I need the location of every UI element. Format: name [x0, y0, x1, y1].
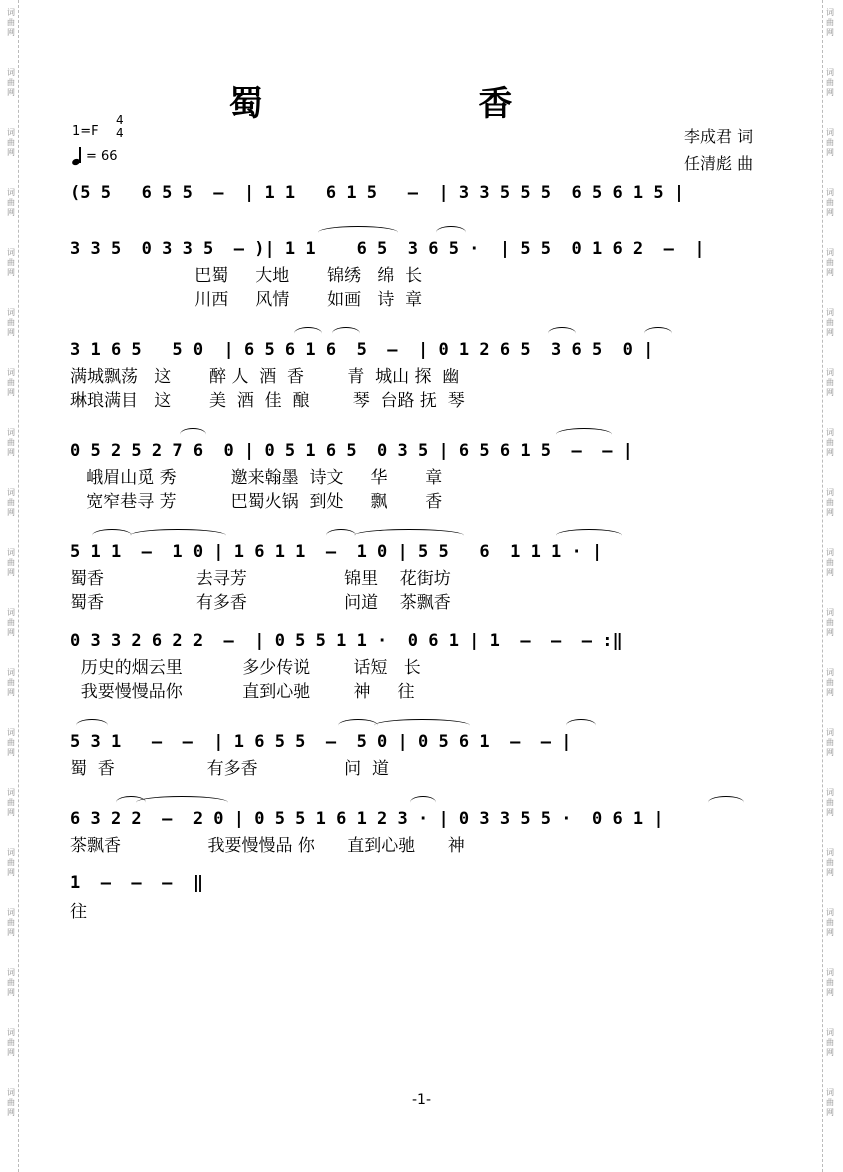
watermark: 词曲网: [7, 788, 15, 817]
watermark: 词曲网: [7, 68, 15, 97]
watermark: 词曲网: [7, 668, 15, 697]
watermark: 词曲网: [826, 548, 834, 577]
time-signature-top: 4: [116, 113, 124, 127]
page-number: -1-: [411, 1092, 431, 1108]
slur-mark: [644, 327, 672, 340]
watermark: 词曲网: [7, 608, 15, 637]
composer-credit: 任清彪 曲: [684, 154, 754, 173]
lyric-line: 峨眉山觅 秀 邀来翰墨 诗文 华 章: [70, 468, 443, 488]
watermark: 词曲网: [7, 1028, 15, 1057]
slur-mark: [130, 529, 226, 542]
watermark: 词曲网: [7, 428, 15, 457]
notation-line: 1 – – – ‖: [70, 873, 204, 893]
slur-mark: [354, 529, 464, 542]
watermark: 词曲网: [7, 488, 15, 517]
watermark: 词曲网: [826, 668, 834, 697]
watermark: 词曲网: [826, 308, 834, 337]
slur-mark: [76, 719, 108, 732]
watermark: 词曲网: [7, 308, 15, 337]
score-line: [70, 180, 780, 220]
slur-mark: [374, 719, 470, 732]
watermark: 词曲网: [826, 128, 834, 157]
watermark: 词曲网: [7, 968, 15, 997]
lyric-line: 蜀 香 有多香 问 道: [70, 759, 389, 779]
watermark: 词曲网: [826, 368, 834, 397]
time-signature: [116, 114, 124, 140]
quarter-note-icon: [70, 146, 86, 166]
lyric-line: 琳琅满目 这 美 酒 佳 酿 琴 台路 抚 琴: [70, 391, 465, 411]
notation-line: 0 5 2 5 2 7 6 0 | 0 5 1 6 5 0 3 5 | 6 5 6 1 5 – – |: [70, 441, 633, 461]
watermark: 词曲网: [7, 908, 15, 937]
watermark: 词曲网: [7, 128, 15, 157]
slur-mark: [548, 327, 576, 340]
slur-mark: [436, 226, 466, 239]
slur-mark: [410, 796, 436, 809]
slur-mark: [566, 719, 596, 732]
lyric-line: 茶飘香 我要慢慢品 你 直到心驰 神: [70, 836, 465, 856]
watermark: 词曲网: [826, 68, 834, 97]
slur-mark: [556, 428, 612, 441]
watermark: 词曲网: [826, 8, 834, 37]
watermark: 词曲网: [7, 188, 15, 217]
watermark: 词曲网: [826, 188, 834, 217]
tempo-marking: [70, 146, 118, 166]
notation-line: (5 5 6 5 5 – | 1 1 6 1 5 – | 3 3 5 5 5 6 5 6 1 5 |: [70, 183, 685, 203]
watermark: 词曲网: [826, 968, 834, 997]
slur-mark: [180, 428, 206, 441]
slur-mark: [326, 529, 356, 542]
notation-line: 5 3 1 – – | 1 6 5 5 – 5 0 | 0 5 6 1 – – |: [70, 732, 572, 752]
lyric-line: 历史的烟云里 多少传说 话短 长: [70, 658, 421, 678]
watermark: 词曲网: [826, 788, 834, 817]
watermark: 词曲网: [7, 548, 15, 577]
watermark: 词曲网: [7, 8, 15, 37]
lyric-line: 巴蜀 大地 锦绣 绵 长: [70, 266, 423, 286]
watermark: 词曲网: [7, 728, 15, 757]
slur-mark: [92, 529, 132, 542]
watermark: 词曲网: [826, 248, 834, 277]
watermark: 词曲网: [826, 488, 834, 517]
slur-mark: [332, 327, 360, 340]
watermark: 词曲网: [826, 908, 834, 937]
watermark: 词曲网: [7, 248, 15, 277]
lyricist-credit: 李成君 词: [684, 127, 754, 146]
watermark: 词曲网: [826, 608, 834, 637]
slur-mark: [318, 226, 398, 239]
lyric-line: 宽窄巷寻 芳 巴蜀火锅 到处 飘 香: [70, 492, 443, 512]
watermark: 词曲网: [7, 1088, 15, 1117]
tempo-value: = 66: [86, 148, 118, 164]
time-signature-bottom: 4: [116, 126, 124, 140]
watermark: 词曲网: [826, 728, 834, 757]
watermark: 词曲网: [7, 848, 15, 877]
notation-line: 3 3 5 0 3 3 5 – )| 1 1 6 5 3 6 5 · | 5 5 0 1 6 2 – |: [70, 239, 705, 259]
key-signature: 1=F: [72, 124, 99, 139]
slur-mark: [556, 529, 622, 542]
notation-line: 5 1 1 – 1 0 | 1 6 1 1 – 1 0 | 5 5 6 1 1 1 · |: [70, 542, 603, 562]
watermark: 词曲网: [826, 1088, 834, 1117]
slur-mark: [136, 796, 228, 809]
slur-mark: [338, 719, 378, 732]
lyric-line: 满城飘荡 这 醉 人 酒 香 青 城山 探 幽: [70, 367, 460, 387]
lyric-line: 我要慢慢品你 直到心驰 神 往: [70, 682, 415, 702]
lyric-line: 蜀香 有多香 问道 茶飘香: [70, 593, 451, 613]
watermark: 词曲网: [7, 368, 15, 397]
notation-line: 0 3 3 2 6 2 2 – | 0 5 5 1 1 · 0 6 1 | 1 – – – :‖: [70, 631, 623, 651]
notation-line: 3 1 6 5 5 0 | 6 5 6 1 6 5 – | 0 1 2 6 5 3 6 5 0 |: [70, 340, 654, 360]
song-title: 蜀 香: [228, 84, 615, 124]
lyric-line: 川西 风情 如画 诗 章: [70, 290, 423, 310]
notation-line: 6 3 2 2 – 2 0 | 0 5 5 1 6 1 2 3 · | 0 3 3 5 5 · 0 6 1 |: [70, 809, 664, 829]
left-watermark-strip: [4, 0, 19, 1172]
lyric-line: 往: [70, 902, 87, 922]
watermark: 词曲网: [826, 848, 834, 877]
right-watermark-strip: [822, 0, 837, 1172]
slur-mark: [294, 327, 322, 340]
slur-mark: [708, 796, 744, 809]
lyric-line: 蜀香 去寻芳 锦里 花街坊: [70, 569, 451, 589]
watermark: 词曲网: [826, 1028, 834, 1057]
watermark: 词曲网: [826, 428, 834, 457]
